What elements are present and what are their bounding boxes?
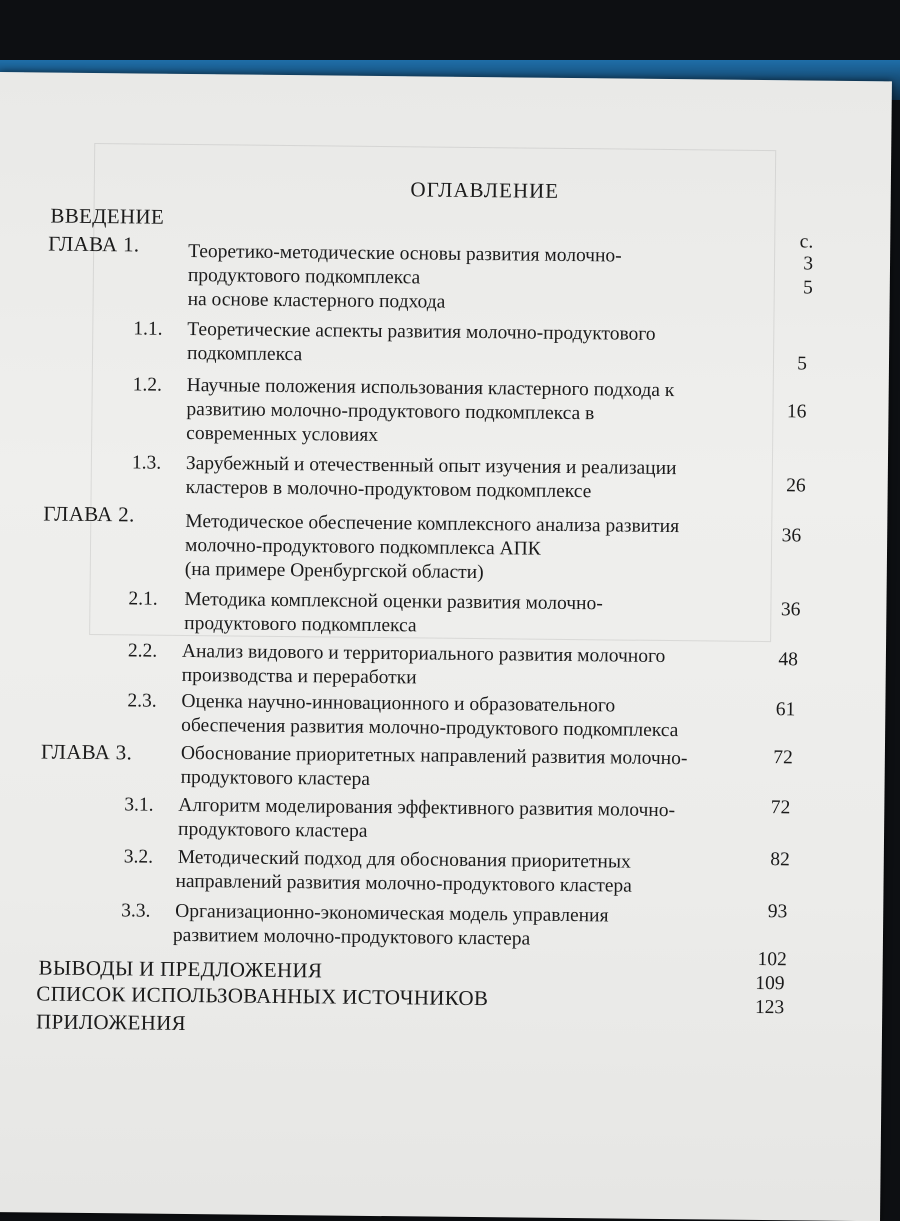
section-1-3-line-2: кластеров в молочно-продуктовом подкомплексе [185,476,592,503]
toc-intro: ВВЕДЕНИЕ [50,203,165,229]
section-2-3-line-2: обеспечения развития молочно-продуктового подкомплекса [181,714,679,742]
chapter-1-line-2: продуктового подкомплекса [187,264,421,289]
section-2-2-line-2: производства и переработки [181,664,417,689]
section-1-3-line-1: Зарубежный и отечественный опыт изучения и реализации [185,452,677,480]
section-2-3-number: 2.3. [127,690,157,712]
section-1-2-page: 16 [786,401,807,423]
sources-page: 109 [755,972,785,995]
section-2-1-line-1: Методика комплексной оценки развития молочно- [184,588,603,615]
chapter-3-line-1: Обоснование приоритетных направлений развития молочно- [180,742,688,770]
section-1-2-line-3: современных условиях [186,422,379,446]
section-1-1-line-2: подкомплекса [186,342,303,366]
section-3-3-number: 3.3. [121,900,151,922]
section-3-1-number: 3.1. [124,794,154,816]
chapter-1-page-a: 3 [803,253,814,275]
chapter-2-page: 36 [781,525,802,547]
section-3-1-line-1: Алгоритм моделирования эффективного развития молочно- [178,794,676,822]
page-abbr: с. [799,231,814,253]
section-2-2-number: 2.2. [127,640,158,662]
section-2-1-number: 2.1. [128,588,158,610]
section-2-3-line-1: Оценка научно-инновационного и образовательного [181,690,616,717]
section-1-1-line-1: Теоретические аспекты развития молочно-продуктового [187,318,656,345]
section-2-1-page: 36 [780,599,801,621]
chapter-3-line-2: продуктового кластера [180,766,371,790]
section-3-2-line-2: направлений развития молочно-продуктового кластера [175,870,632,897]
section-3-2-page: 82 [770,849,790,871]
chapter-3-label: ГЛАВА 3. [40,739,133,765]
section-3-1-line-2: продуктового кластера [177,818,368,842]
sources-label: СПИСОК ИСПОЛЬЗОВАННЫХ ИСТОЧНИКОВ [36,981,489,1011]
section-1-2-line-1: Научные положения использования кластерного подхода к [186,374,675,402]
section-1-2-line-2: развитию молочно-продуктового подкомплекса в [186,398,595,425]
conclusions-page: 102 [757,948,787,971]
section-2-2-line-1: Анализ видового и территориального развития молочного [181,640,666,667]
section-3-1-page: 72 [770,797,791,819]
table-of-contents [0,72,892,1221]
book-page [0,72,892,1221]
chapter-2-label: ГЛАВА 2. [43,501,135,527]
section-3-2-number: 3.2. [123,846,154,868]
section-1-1-page: 5 [797,353,808,375]
section-1-2-number: 1.2. [132,374,163,396]
appendices-label: ПРИЛОЖЕНИЯ [35,1009,187,1035]
chapter-1-label: ГЛАВА 1. [48,231,140,257]
section-3-3-line-1: Организационно-экономическая модель управления [175,900,609,927]
section-2-3-page: 61 [775,699,796,721]
appendices-page: 123 [754,996,785,1019]
section-2-2-page: 48 [778,649,798,671]
chapter-2-line-1: Методическое обеспечение комплексного анализа развития [185,510,680,538]
chapter-1-page-b: 5 [802,277,813,299]
chapter-1-line-3: на основе кластерного подхода [187,288,446,313]
section-3-3-page: 93 [767,901,788,923]
chapter-3-page: 72 [773,747,793,769]
section-3-2-line-1: Методический подход для обоснования приоритетных [177,846,631,873]
section-2-1-line-2: продуктового подкомплекса [184,612,417,637]
chapter-2-line-2: молочно-продуктового подкомплекса АПК [184,534,541,560]
chapter-1-line-1: Теоретико-методические основы развития молочно- [188,240,622,267]
section-1-3-number: 1.3. [131,452,162,474]
section-1-3-page: 26 [786,475,806,497]
conclusions-label: ВЫВОДЫ И ПРЕДЛОЖЕНИЯ [38,955,323,983]
section-1-1-number: 1.1. [133,318,163,340]
section-3-3-line-2: развитием молочно-продуктового кластера [172,924,531,950]
toc-title: ОГЛАВЛЕНИЕ [410,177,560,203]
chapter-2-line-3: (на примере Оренбургской области) [184,558,484,584]
